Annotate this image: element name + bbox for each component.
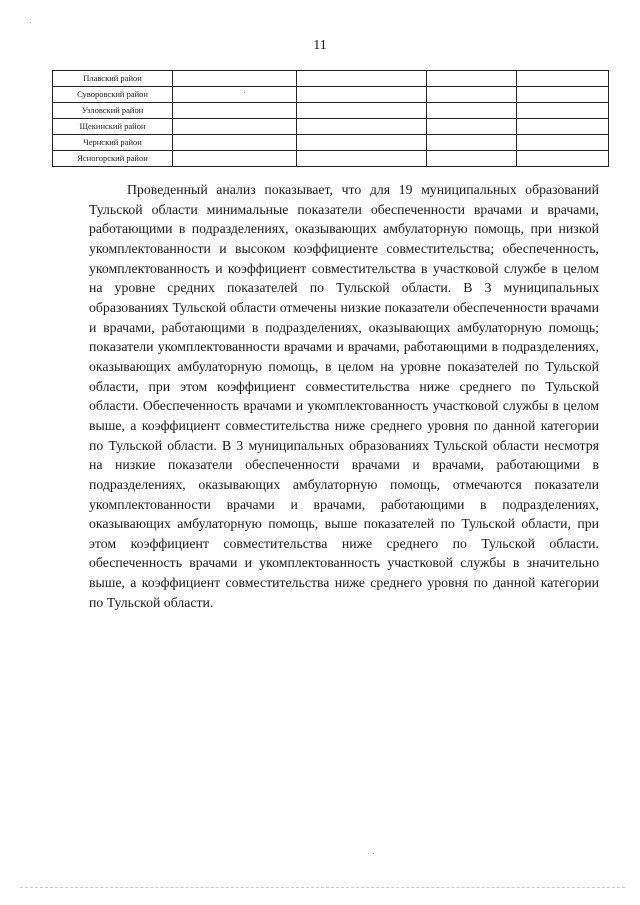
scan-speck <box>373 853 374 854</box>
region-name-cell: Ясногорский район <box>53 151 173 167</box>
table-row <box>53 87 609 103</box>
empty-cell <box>297 103 427 119</box>
scan-bottom-edge <box>20 887 625 888</box>
scan-speck <box>30 22 31 23</box>
scan-speck <box>244 92 245 93</box>
empty-cell <box>427 103 517 119</box>
empty-cell <box>517 135 609 151</box>
empty-cell <box>427 71 517 87</box>
empty-cell <box>517 71 609 87</box>
empty-cell <box>173 151 297 167</box>
region-name-cell: Щекинский район <box>53 119 173 135</box>
empty-cell <box>173 103 297 119</box>
region-name-cell: Плавский район <box>53 71 173 87</box>
table-row <box>53 135 609 151</box>
table-row <box>53 71 609 87</box>
analysis-paragraph: Проведенный анализ показывает, что для 19 муниципальных образований Тульской области минимальные показатели обеспеченности врачами и врачами, работающими в подразделениях, оказывающих амбулаторную помощь, при низкой укомплектованности и высоком коэффициенте совместительства; обеспеченность, укомплектованность и коэффициент совместительства в участковой службе в целом на уровне средних показателей по Тульской области. В 3 муниципальных образованиях Тульской области отмечены низкие показатели обеспеченности врачами и врачами, работающими в подразделениях, оказывающих амбулаторную помощь; показатели укомплектованности врачами и врачами, работающими в подразделениях, оказывающих амбулаторную помощь, в целом на уровне показателей по Тульской области, при этом коэффициент совместительства ниже среднего по Тульской области. Обеспеченность врачами и укомплектованность участковой службы в целом выше, а коэффициент совместительства ниже среднего уровня по данной категории по Тульской области. В 3 муниципальных образованиях Тульской области несмотря на низкие показатели обеспеченности врачами и врачами, работающими в подразделениях, оказывающих амбулаторную помощь, отмечаются показатели укомплектованности врачами и врачами, работающими в подразделениях, оказывающих амбулаторную помощь, выше показателей по Тульской области, при этом коэффициент совместительства ниже среднего по Тульской области. обеспеченность врачами и укомплектованность участковой службы в значительно выше, а коэффициент совместительства ниже среднего уровня по данной категории по Тульской области. <box>89 182 599 610</box>
region-name-cell: Чернский район <box>53 135 173 151</box>
empty-cell <box>427 119 517 135</box>
empty-cell <box>173 135 297 151</box>
empty-cell <box>173 71 297 87</box>
page-number: 11 <box>313 38 327 53</box>
table-row <box>53 103 609 119</box>
region-name-cell: Узловский район <box>53 103 173 119</box>
table-row <box>53 119 609 135</box>
analysis-text <box>89 180 599 612</box>
empty-cell <box>173 87 297 103</box>
region-name-cell: Суворовский район <box>53 87 173 103</box>
table-row <box>53 151 609 167</box>
empty-cell <box>517 119 609 135</box>
empty-cell <box>297 151 427 167</box>
empty-cell <box>517 103 609 119</box>
empty-cell <box>173 119 297 135</box>
empty-cell <box>517 87 609 103</box>
empty-cell <box>427 135 517 151</box>
empty-cell <box>427 151 517 167</box>
empty-cell <box>297 135 427 151</box>
empty-cell <box>297 87 427 103</box>
empty-cell <box>297 71 427 87</box>
regions-table <box>52 70 609 167</box>
empty-cell <box>297 119 427 135</box>
empty-cell <box>517 151 609 167</box>
empty-cell <box>427 87 517 103</box>
